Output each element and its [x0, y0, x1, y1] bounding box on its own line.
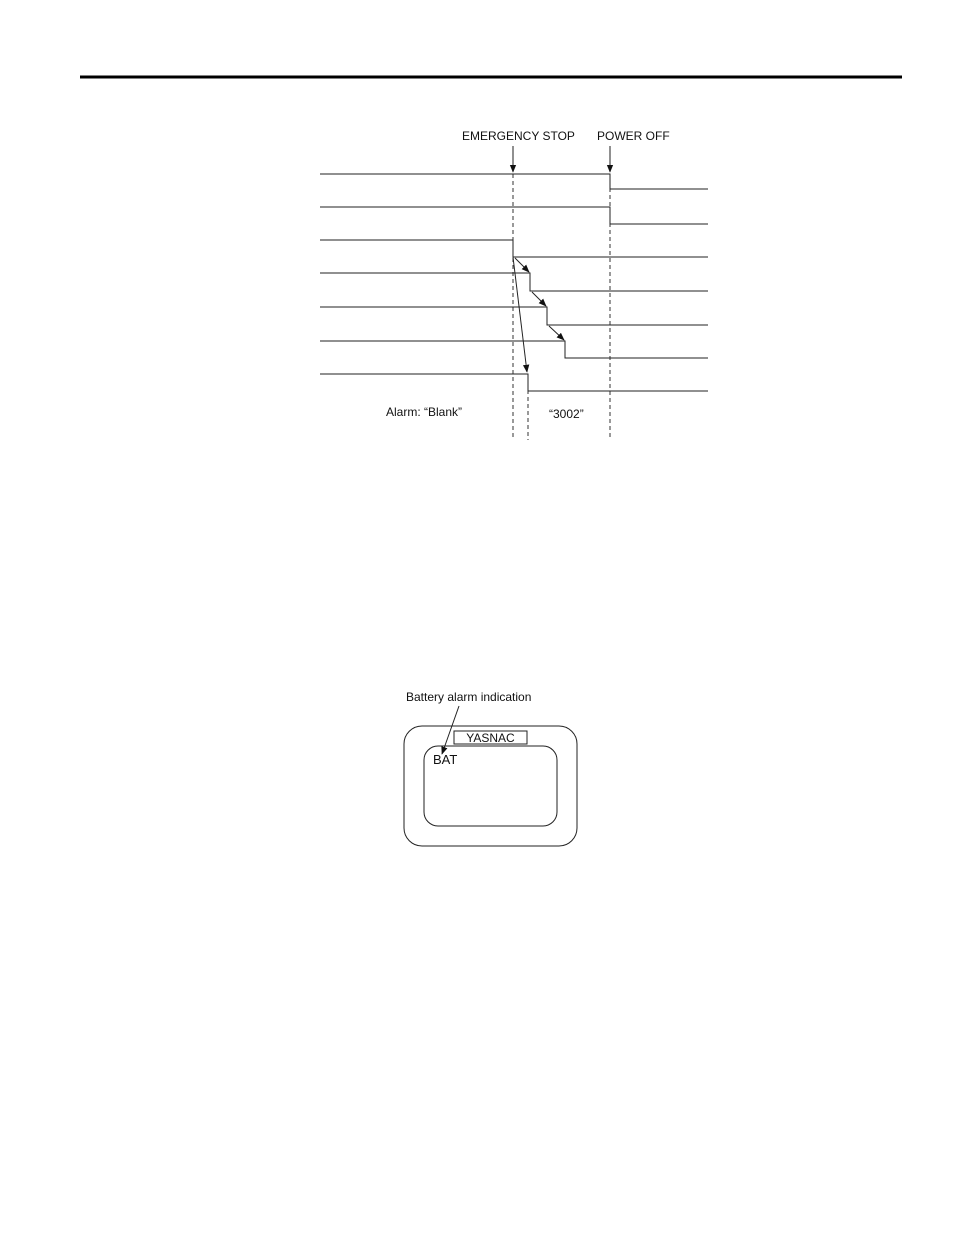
sequence-arrow-2 [532, 292, 546, 306]
battery-alarm-callout-label: Battery alarm indication [406, 690, 532, 704]
sequence-arrow-1 [515, 258, 529, 272]
callout-arrow [442, 706, 459, 754]
signal-line-4 [320, 273, 708, 291]
alarm-arrow [513, 257, 527, 372]
display-panel-figure [404, 690, 577, 846]
signal-line-1 [320, 174, 708, 189]
signal-line-7 [320, 374, 708, 391]
emergency-stop-label: EMERGENCY STOP [462, 129, 575, 143]
timing-diagram [320, 129, 708, 440]
signal-line-2 [320, 207, 708, 224]
alarm-blank-label: Alarm: “Blank” [386, 405, 463, 419]
battery-indicator: BAT [433, 752, 458, 767]
sequence-arrow-3 [549, 326, 564, 340]
brand-label: YASNAC [466, 731, 515, 745]
signal-line-3 [320, 240, 708, 257]
signal-line-5 [320, 307, 708, 325]
alarm-code-label: “3002” [549, 407, 584, 421]
power-off-label: POWER OFF [597, 129, 670, 143]
signal-line-6 [320, 341, 708, 358]
